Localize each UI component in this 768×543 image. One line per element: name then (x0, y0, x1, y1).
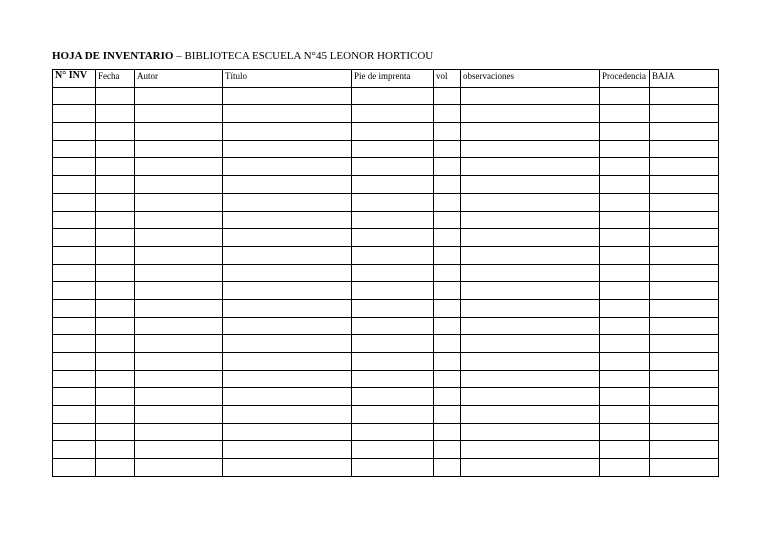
table-cell-vol[interactable] (434, 176, 461, 194)
table-cell-vol[interactable] (434, 123, 461, 141)
table-cell-autor[interactable] (135, 211, 223, 229)
table-cell-vol[interactable] (434, 388, 461, 406)
table-cell-titulo[interactable] (223, 229, 352, 247)
table-cell-fecha[interactable] (96, 370, 135, 388)
table-cell-vol[interactable] (434, 246, 461, 264)
table-cell-autor[interactable] (135, 264, 223, 282)
table-cell-vol[interactable] (434, 140, 461, 158)
table-row (53, 441, 719, 459)
table-cell-baja[interactable] (650, 441, 719, 459)
table-cell-procedencia[interactable] (600, 441, 650, 459)
table-cell-vol[interactable] (434, 211, 461, 229)
table-cell-titulo[interactable] (223, 423, 352, 441)
table-cell-procedencia[interactable] (600, 335, 650, 353)
table-cell-autor[interactable] (135, 105, 223, 123)
table-cell-num-inv[interactable] (53, 123, 96, 141)
table-cell-pie-imprenta[interactable] (352, 264, 434, 282)
table-cell-pie-imprenta[interactable] (352, 317, 434, 335)
table-cell-baja[interactable] (650, 176, 719, 194)
table-cell-num-inv[interactable] (53, 299, 96, 317)
table-cell-titulo[interactable] (223, 370, 352, 388)
table-cell-pie-imprenta[interactable] (352, 87, 434, 105)
column-header-baja: BAJA (650, 70, 719, 88)
column-header-fecha: Fecha (96, 70, 135, 88)
table-cell-observaciones[interactable] (461, 176, 600, 194)
table-cell-autor[interactable] (135, 246, 223, 264)
table-cell-titulo[interactable] (223, 246, 352, 264)
table-cell-titulo[interactable] (223, 105, 352, 123)
table-cell-titulo[interactable] (223, 264, 352, 282)
table-cell-vol[interactable] (434, 370, 461, 388)
table-cell-observaciones[interactable] (461, 459, 600, 477)
table-row (53, 388, 719, 406)
table-cell-pie-imprenta[interactable] (352, 299, 434, 317)
inventory-table (52, 69, 719, 477)
table-cell-procedencia[interactable] (600, 246, 650, 264)
table-cell-observaciones[interactable] (461, 105, 600, 123)
table-header-row (53, 70, 719, 88)
table-cell-baja[interactable] (650, 299, 719, 317)
table-row (53, 459, 719, 477)
table-cell-baja[interactable] (650, 105, 719, 123)
table-cell-procedencia[interactable] (600, 406, 650, 424)
table-cell-titulo[interactable] (223, 123, 352, 141)
table-cell-observaciones[interactable] (461, 140, 600, 158)
table-cell-fecha[interactable] (96, 388, 135, 406)
table-row (53, 140, 719, 158)
table-cell-observaciones[interactable] (461, 123, 600, 141)
table-cell-autor[interactable] (135, 317, 223, 335)
table-cell-autor[interactable] (135, 87, 223, 105)
table-cell-vol[interactable] (434, 406, 461, 424)
table-cell-pie-imprenta[interactable] (352, 211, 434, 229)
table-cell-fecha[interactable] (96, 193, 135, 211)
column-header-num-inv: N° INV (53, 70, 96, 88)
table-cell-vol[interactable] (434, 335, 461, 353)
title-bold-part: HOJA DE INVENTARIO (52, 50, 174, 62)
table-cell-pie-imprenta[interactable] (352, 441, 434, 459)
table-cell-pie-imprenta[interactable] (352, 158, 434, 176)
table-cell-procedencia[interactable] (600, 140, 650, 158)
table-cell-num-inv[interactable] (53, 211, 96, 229)
table-cell-titulo[interactable] (223, 282, 352, 300)
table-cell-pie-imprenta[interactable] (352, 388, 434, 406)
table-cell-baja[interactable] (650, 388, 719, 406)
table-cell-observaciones[interactable] (461, 211, 600, 229)
table-cell-vol[interactable] (434, 105, 461, 123)
table-cell-baja[interactable] (650, 317, 719, 335)
table-cell-pie-imprenta[interactable] (352, 246, 434, 264)
title-rest-part: – BIBLIOTECA ESCUELA N°45 LEONOR HORTICOU (173, 50, 434, 62)
table-cell-procedencia[interactable] (600, 388, 650, 406)
table-cell-fecha[interactable] (96, 123, 135, 141)
table-row (53, 423, 719, 441)
table-cell-num-inv[interactable] (53, 229, 96, 247)
table-cell-num-inv[interactable] (53, 176, 96, 194)
table-cell-titulo[interactable] (223, 406, 352, 424)
table-cell-fecha[interactable] (96, 229, 135, 247)
table-cell-num-inv[interactable] (53, 282, 96, 300)
table-cell-titulo[interactable] (223, 193, 352, 211)
table-cell-titulo[interactable] (223, 211, 352, 229)
table-cell-vol[interactable] (434, 87, 461, 105)
table-cell-observaciones[interactable] (461, 229, 600, 247)
table-cell-procedencia[interactable] (600, 193, 650, 211)
table-cell-baja[interactable] (650, 459, 719, 477)
table-cell-procedencia[interactable] (600, 264, 650, 282)
table-cell-autor[interactable] (135, 282, 223, 300)
column-header-titulo: Título (223, 70, 352, 88)
table-cell-fecha[interactable] (96, 105, 135, 123)
table-cell-procedencia[interactable] (600, 353, 650, 371)
table-cell-observaciones[interactable] (461, 353, 600, 371)
table-cell-titulo[interactable] (223, 441, 352, 459)
table-cell-observaciones[interactable] (461, 423, 600, 441)
table-cell-num-inv[interactable] (53, 353, 96, 371)
table-cell-num-inv[interactable] (53, 335, 96, 353)
table-cell-autor[interactable] (135, 299, 223, 317)
table-cell-pie-imprenta[interactable] (352, 406, 434, 424)
table-cell-autor[interactable] (135, 459, 223, 477)
table-cell-pie-imprenta[interactable] (352, 423, 434, 441)
table-cell-autor[interactable] (135, 423, 223, 441)
table-row (53, 264, 719, 282)
column-header-procedencia: Procedencia (600, 70, 650, 88)
table-cell-baja[interactable] (650, 282, 719, 300)
table-cell-fecha[interactable] (96, 299, 135, 317)
table-cell-num-inv[interactable] (53, 105, 96, 123)
table-row (53, 317, 719, 335)
table-cell-pie-imprenta[interactable] (352, 176, 434, 194)
table-cell-num-inv[interactable] (53, 264, 96, 282)
table-row (53, 105, 719, 123)
table-cell-fecha[interactable] (96, 335, 135, 353)
table-cell-observaciones[interactable] (461, 282, 600, 300)
table-cell-baja[interactable] (650, 87, 719, 105)
table-cell-observaciones[interactable] (461, 441, 600, 459)
table-cell-autor[interactable] (135, 229, 223, 247)
table-cell-procedencia[interactable] (600, 176, 650, 194)
inventory-table-body (53, 87, 719, 476)
table-cell-autor[interactable] (135, 123, 223, 141)
table-row (53, 353, 719, 371)
column-header-observaciones: observaciones (461, 70, 600, 88)
table-cell-autor[interactable] (135, 406, 223, 424)
table-cell-titulo[interactable] (223, 158, 352, 176)
table-cell-autor[interactable] (135, 176, 223, 194)
table-cell-fecha[interactable] (96, 423, 135, 441)
table-cell-baja[interactable] (650, 211, 719, 229)
table-cell-vol[interactable] (434, 158, 461, 176)
table-cell-titulo[interactable] (223, 317, 352, 335)
table-cell-baja[interactable] (650, 370, 719, 388)
table-cell-vol[interactable] (434, 423, 461, 441)
table-cell-num-inv[interactable] (53, 87, 96, 105)
table-cell-procedencia[interactable] (600, 317, 650, 335)
table-cell-pie-imprenta[interactable] (352, 370, 434, 388)
table-cell-procedencia[interactable] (600, 211, 650, 229)
table-cell-baja[interactable] (650, 140, 719, 158)
table-cell-observaciones[interactable] (461, 317, 600, 335)
table-cell-fecha[interactable] (96, 353, 135, 371)
table-row (53, 406, 719, 424)
table-cell-fecha[interactable] (96, 176, 135, 194)
table-cell-observaciones[interactable] (461, 158, 600, 176)
table-row (53, 123, 719, 141)
column-header-pie-imprenta: Pie de imprenta (352, 70, 434, 88)
column-header-autor: Autor (135, 70, 223, 88)
table-cell-procedencia[interactable] (600, 123, 650, 141)
table-cell-baja[interactable] (650, 158, 719, 176)
table-cell-titulo[interactable] (223, 335, 352, 353)
table-cell-pie-imprenta[interactable] (352, 140, 434, 158)
table-cell-vol[interactable] (434, 264, 461, 282)
table-cell-pie-imprenta[interactable] (352, 282, 434, 300)
table-cell-autor[interactable] (135, 140, 223, 158)
table-cell-pie-imprenta[interactable] (352, 335, 434, 353)
table-cell-pie-imprenta[interactable] (352, 353, 434, 371)
table-cell-autor[interactable] (135, 158, 223, 176)
table-cell-num-inv[interactable] (53, 140, 96, 158)
table-cell-num-inv[interactable] (53, 370, 96, 388)
table-row (53, 211, 719, 229)
table-cell-pie-imprenta[interactable] (352, 105, 434, 123)
table-cell-fecha[interactable] (96, 441, 135, 459)
table-cell-procedencia[interactable] (600, 459, 650, 477)
table-cell-baja[interactable] (650, 123, 719, 141)
table-row (53, 246, 719, 264)
table-cell-observaciones[interactable] (461, 388, 600, 406)
table-cell-procedencia[interactable] (600, 87, 650, 105)
table-cell-observaciones[interactable] (461, 246, 600, 264)
table-row (53, 193, 719, 211)
table-cell-fecha[interactable] (96, 246, 135, 264)
table-row (53, 176, 719, 194)
table-cell-autor[interactable] (135, 441, 223, 459)
table-cell-baja[interactable] (650, 423, 719, 441)
table-cell-fecha[interactable] (96, 317, 135, 335)
table-row (53, 370, 719, 388)
table-cell-fecha[interactable] (96, 211, 135, 229)
table-cell-observaciones[interactable] (461, 370, 600, 388)
table-cell-fecha[interactable] (96, 158, 135, 176)
table-cell-procedencia[interactable] (600, 282, 650, 300)
table-cell-num-inv[interactable] (53, 317, 96, 335)
column-header-vol: vol (434, 70, 461, 88)
table-cell-num-inv[interactable] (53, 193, 96, 211)
table-cell-titulo[interactable] (223, 388, 352, 406)
table-cell-observaciones[interactable] (461, 406, 600, 424)
table-cell-num-inv[interactable] (53, 459, 96, 477)
table-cell-baja[interactable] (650, 229, 719, 247)
page-title (52, 49, 433, 63)
table-cell-observaciones[interactable] (461, 335, 600, 353)
table-cell-fecha[interactable] (96, 87, 135, 105)
table-cell-baja[interactable] (650, 335, 719, 353)
table-cell-procedencia[interactable] (600, 105, 650, 123)
table-cell-vol[interactable] (434, 441, 461, 459)
table-cell-vol[interactable] (434, 353, 461, 371)
table-row (53, 158, 719, 176)
table-cell-observaciones[interactable] (461, 87, 600, 105)
table-cell-pie-imprenta[interactable] (352, 229, 434, 247)
table-cell-num-inv[interactable] (53, 406, 96, 424)
table-cell-titulo[interactable] (223, 459, 352, 477)
table-cell-autor[interactable] (135, 193, 223, 211)
table-cell-num-inv[interactable] (53, 441, 96, 459)
table-row (53, 87, 719, 105)
table-cell-observaciones[interactable] (461, 264, 600, 282)
table-cell-procedencia[interactable] (600, 299, 650, 317)
table-row (53, 299, 719, 317)
table-cell-pie-imprenta[interactable] (352, 459, 434, 477)
table-cell-pie-imprenta[interactable] (352, 193, 434, 211)
table-cell-fecha[interactable] (96, 406, 135, 424)
table-cell-procedencia[interactable] (600, 158, 650, 176)
table-cell-baja[interactable] (650, 264, 719, 282)
table-cell-observaciones[interactable] (461, 193, 600, 211)
table-cell-titulo[interactable] (223, 87, 352, 105)
table-cell-fecha[interactable] (96, 282, 135, 300)
table-cell-fecha[interactable] (96, 140, 135, 158)
table-cell-titulo[interactable] (223, 353, 352, 371)
table-cell-baja[interactable] (650, 193, 719, 211)
table-cell-autor[interactable] (135, 353, 223, 371)
table-cell-observaciones[interactable] (461, 299, 600, 317)
table-cell-vol[interactable] (434, 317, 461, 335)
table-cell-autor[interactable] (135, 370, 223, 388)
table-cell-baja[interactable] (650, 353, 719, 371)
table-cell-autor[interactable] (135, 388, 223, 406)
table-cell-fecha[interactable] (96, 264, 135, 282)
table-cell-num-inv[interactable] (53, 388, 96, 406)
table-cell-vol[interactable] (434, 459, 461, 477)
table-cell-titulo[interactable] (223, 176, 352, 194)
table-cell-baja[interactable] (650, 406, 719, 424)
table-cell-procedencia[interactable] (600, 229, 650, 247)
table-cell-num-inv[interactable] (53, 158, 96, 176)
table-cell-num-inv[interactable] (53, 246, 96, 264)
table-cell-titulo[interactable] (223, 140, 352, 158)
table-row (53, 335, 719, 353)
table-cell-num-inv[interactable] (53, 423, 96, 441)
table-cell-vol[interactable] (434, 282, 461, 300)
table-cell-pie-imprenta[interactable] (352, 123, 434, 141)
table-row (53, 282, 719, 300)
table-cell-vol[interactable] (434, 193, 461, 211)
table-cell-titulo[interactable] (223, 299, 352, 317)
table-cell-vol[interactable] (434, 299, 461, 317)
table-cell-autor[interactable] (135, 335, 223, 353)
table-cell-procedencia[interactable] (600, 370, 650, 388)
table-cell-vol[interactable] (434, 229, 461, 247)
table-cell-procedencia[interactable] (600, 423, 650, 441)
table-cell-fecha[interactable] (96, 459, 135, 477)
table-row (53, 229, 719, 247)
table-cell-baja[interactable] (650, 246, 719, 264)
